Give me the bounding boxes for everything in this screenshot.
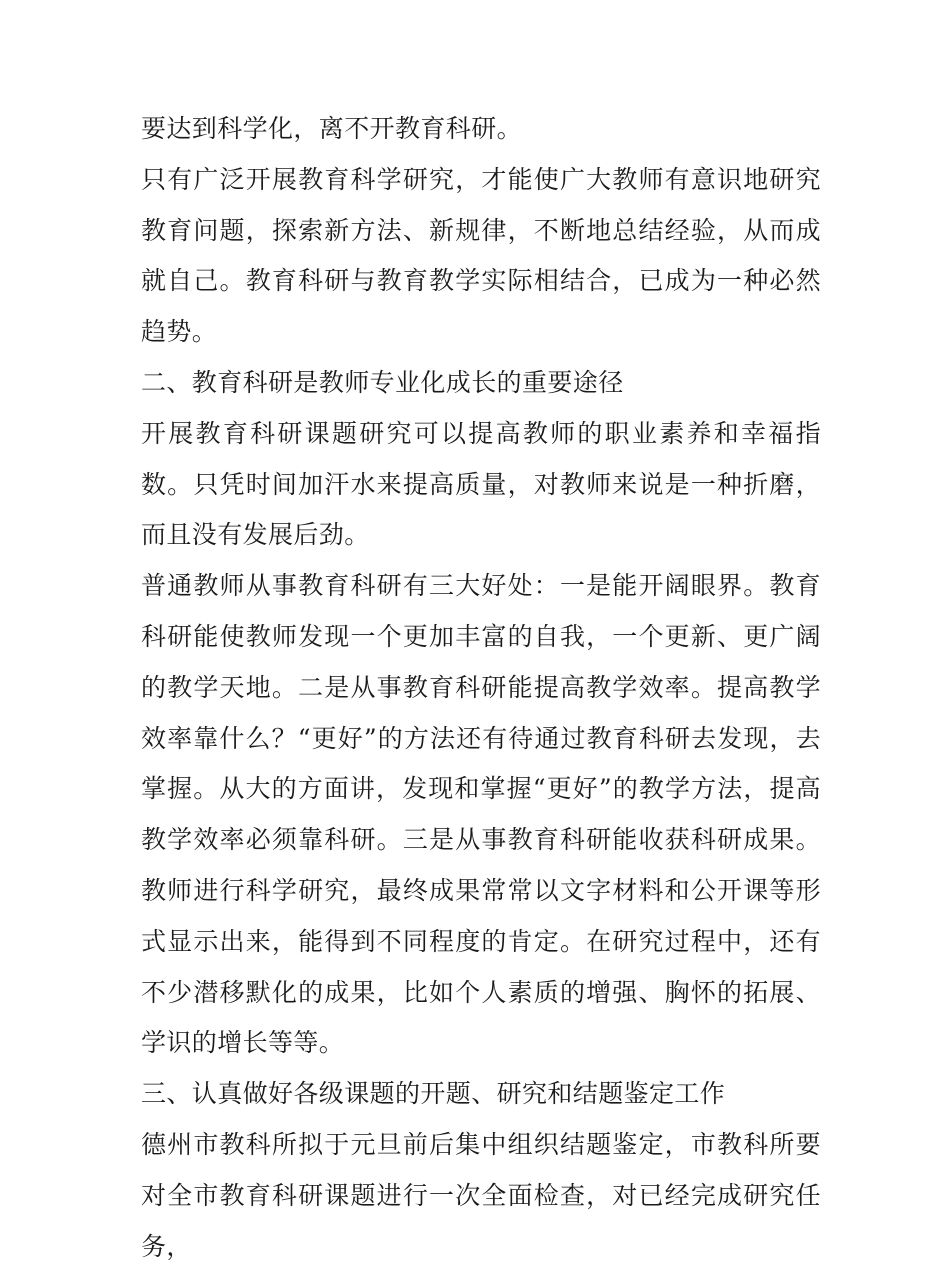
paragraph-dezhou-evaluation: 德州市教科所拟于元旦前后集中组织结题鉴定，市教科所要对全市教育科研课题进行一次全面检查，对已经完成研究任务， — [141, 1129, 821, 1261]
paragraph-intro-end: 要达到科学化，离不开教育科研。 — [141, 114, 523, 143]
paragraph-professional-quality: 开展教育科研课题研究可以提高教师的职业素养和幸福指数。只凭时间加汗水来提高质量，对教师来说是一种折磨，而且没有发展后劲。 — [141, 418, 821, 550]
section-heading-2: 二、教育科研是教师专业化成长的重要途径 — [141, 367, 624, 397]
paragraph-three-benefits: 普通教师从事教育科研有三大好处：一是能开阔眼界。教育科研能使教师发现一个更加丰富的自我，一个更新、更广阔的教学天地。二是从事教育科研能提高教学效率。提高教学效率靠什么？“更好”的方法还有待通过教育科研去发现，去掌握。从大的方面讲，发现和掌握“更好”的教学方法，提高教学效率必须靠科研。三是从事教育科研能收获科研成果。教师进行科学研究，最终成果常常以文字材料和公开课等形式显示出来，能得到不同程度的肯定。在研究过程中，还有不少潜移默化的成果，比如个人素质的增强、胸怀的拓展、学识的增长等等。 — [141, 571, 821, 1058]
document-body — [141, 104, 821, 1272]
section-heading-3: 三、认真做好各级课题的开题、研究和结题鉴定工作 — [141, 1079, 726, 1109]
paragraph-research-importance: 只有广泛开展教育科学研究，才能使广大教师有意识地研究教育问题，探索新方法、新规律，不断地总结经验，从而成就自己。教育科研与教育教学实际相结合，已成为一种必然趋势。 — [141, 164, 821, 347]
